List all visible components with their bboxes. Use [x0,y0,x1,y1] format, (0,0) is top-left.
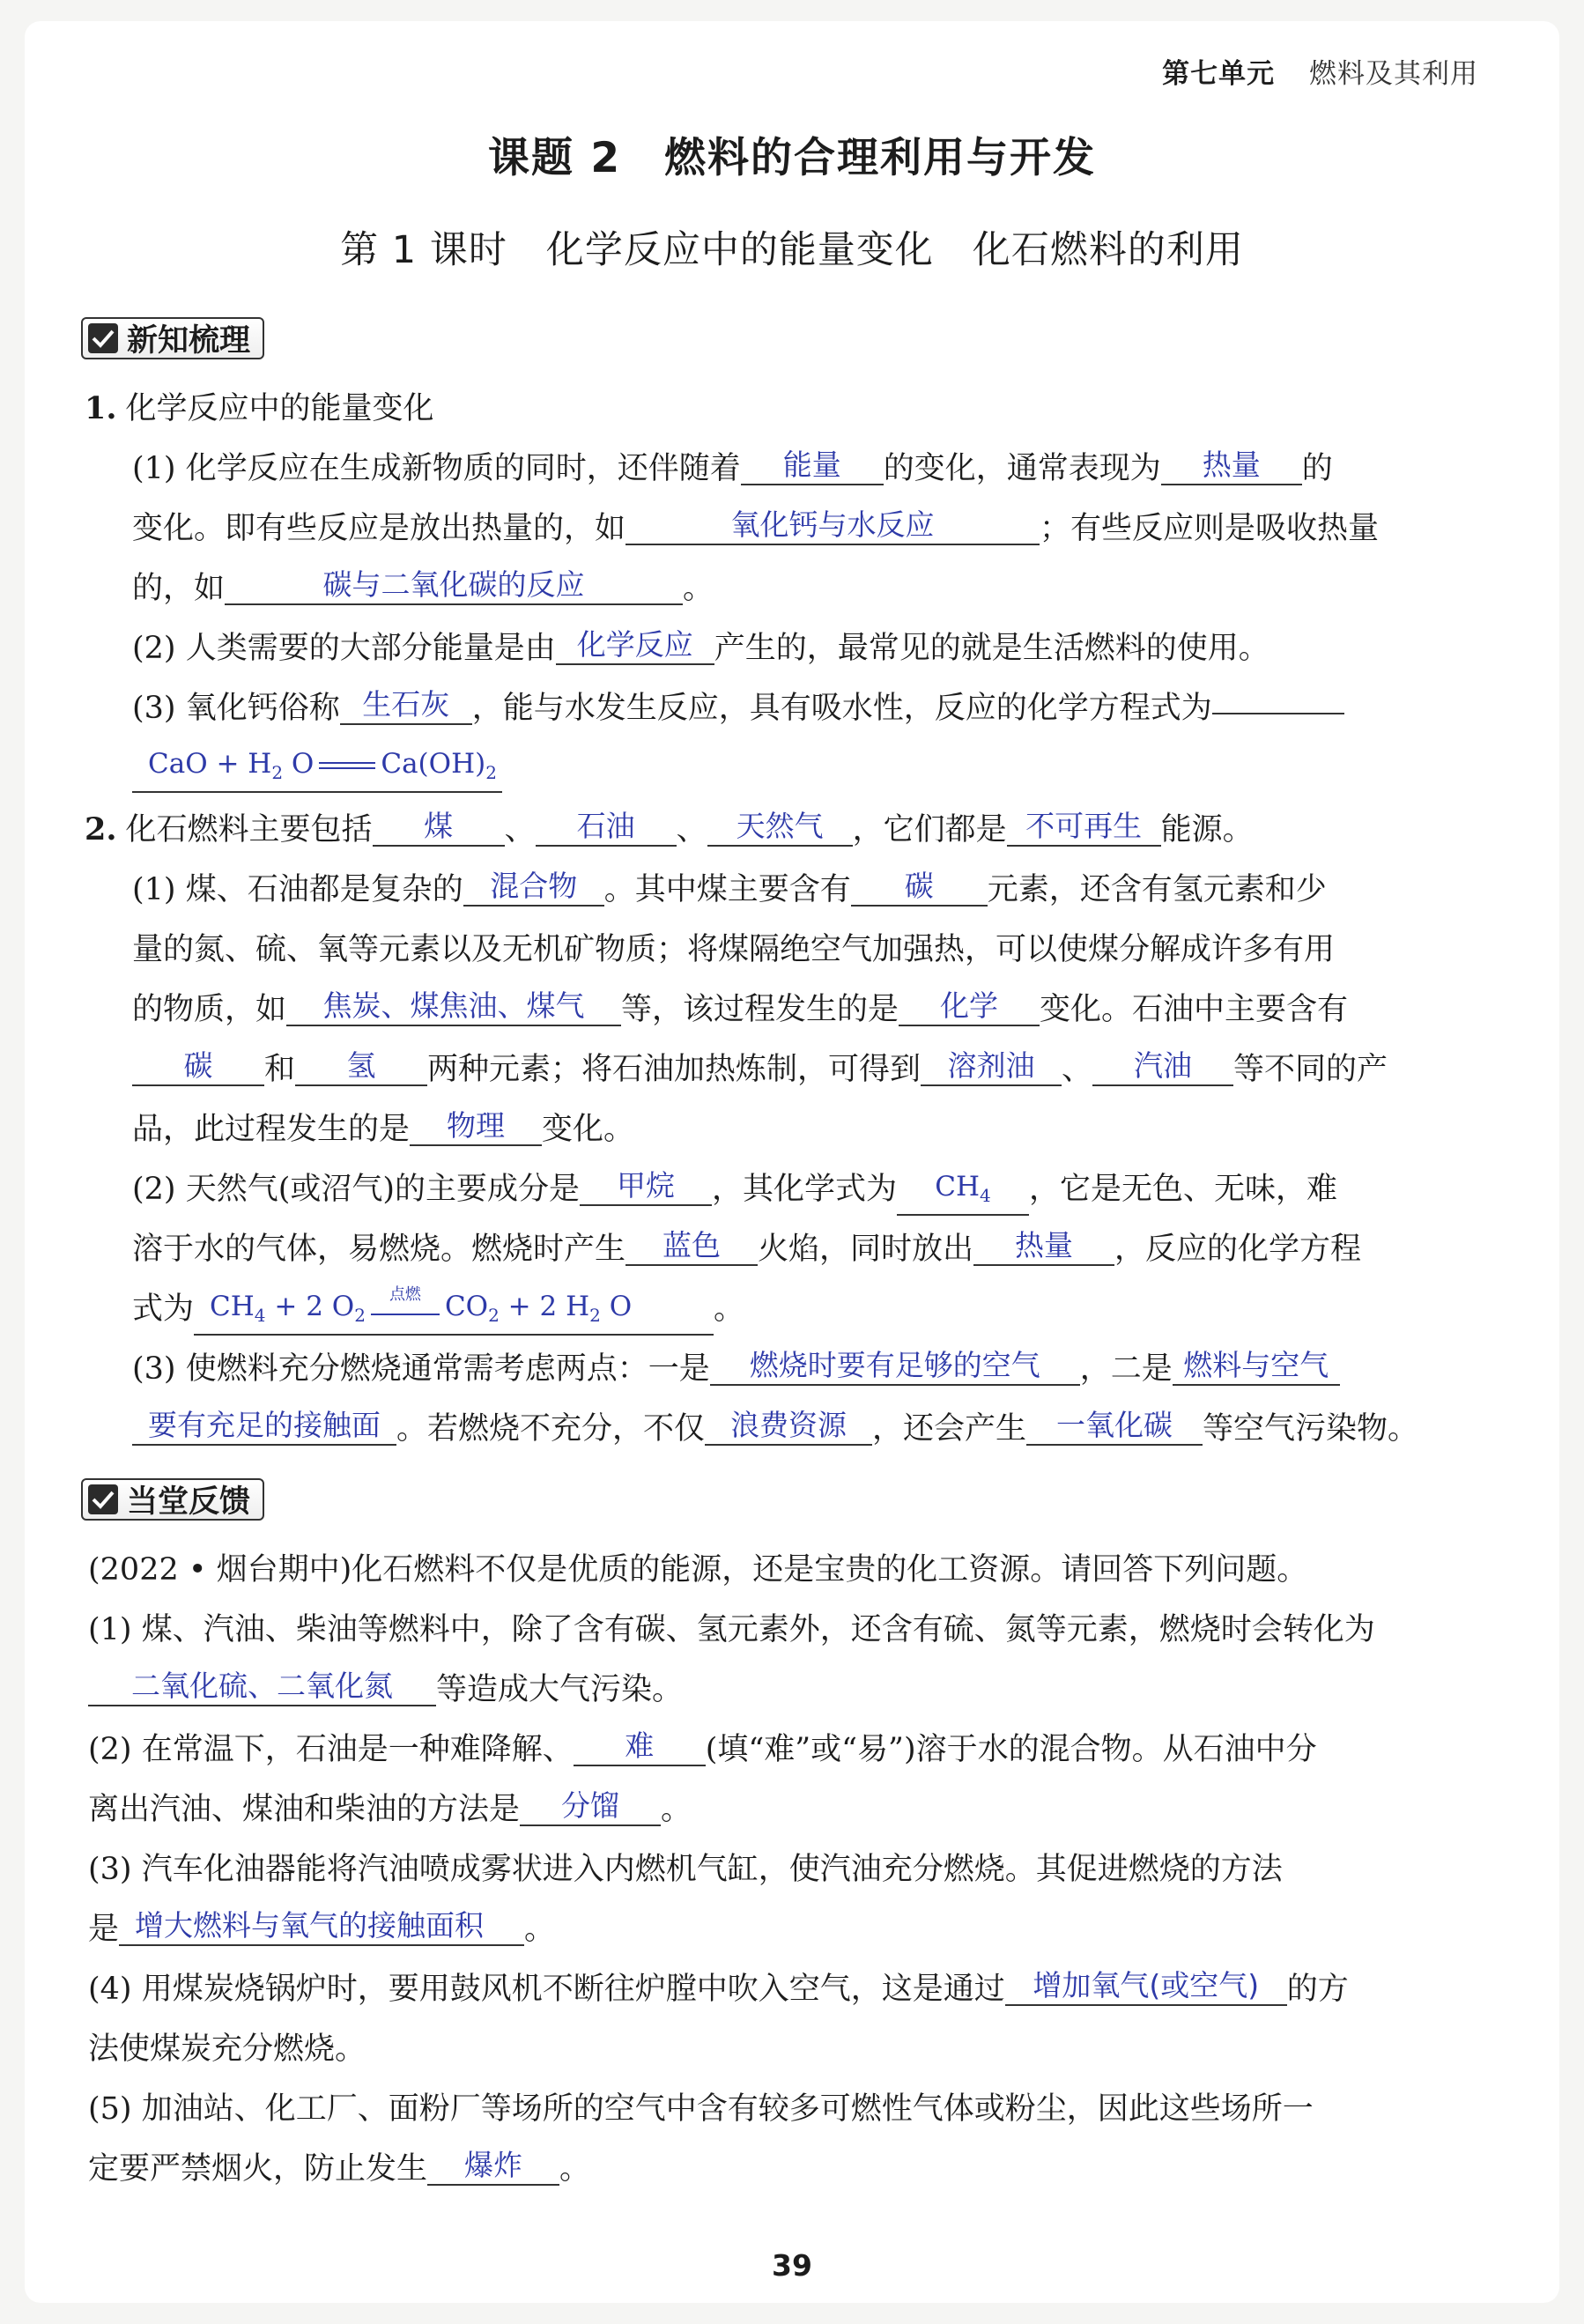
text: ，二是 [1079,1351,1173,1387]
eq-part: CH [935,1171,981,1203]
answer-blank: 热量 [1161,447,1302,485]
eq-part: CH [210,1291,255,1322]
equals-sign [319,762,375,769]
q1-line-3 [132,567,714,610]
q1-equation-line [132,745,502,796]
q2-line-8 [132,1228,1361,1270]
text: 的，如 [132,571,226,606]
text: 化石燃料主要包括 [125,812,373,847]
answer-formula [897,1168,1029,1216]
answer-blank: 难 [574,1728,706,1766]
question-text: 化学反应中的能量变化 [125,391,434,426]
text: 、 [504,812,536,847]
fb-intro: (2022 • 烟台期中)化石燃料不仅是优质的能源，还是宝贵的化工资源。请回答下列问题。 [88,1552,1308,1588]
text: ，它们都是 [852,812,1007,847]
q2-line-11 [132,1408,1418,1450]
answer-blank [1212,713,1344,714]
text: 的变化，通常表现为 [883,451,1161,486]
text: 等造成大气污染。 [436,1672,684,1707]
answer-equation: $CH_4 + 2$ $O_2$ 点燃 $CO_2 + 2$ $H_2$ O [194,1288,714,1336]
answer-blank: 燃料与空气 [1173,1347,1340,1386]
answer-blank: 二氧化硫、二氧化氮 [88,1668,436,1706]
text: 。 [524,1912,556,1947]
text: 定要严禁烟火，防止发生 [88,2151,428,2187]
q2-line-7 [132,1168,1337,1219]
condition-label: 点燃 [389,1285,421,1304]
eq-part: O [283,748,315,780]
text: ，还会产生 [872,1411,1027,1447]
text: 、 [676,812,707,847]
text: 的 [1301,451,1333,486]
section-label: 新知梳理 [127,323,251,359]
fb-line-5: (3) 汽车化油器能将汽油喷成雾状进入内燃机气缸，使汽油充分燃烧。其促进燃烧的方法 [88,1852,1283,1887]
eq-part: Ca(OH) [381,748,486,780]
answer-blank: 能量 [741,447,884,485]
answer-blank: 碳 [132,1047,264,1086]
q1-line-4 [132,627,1269,670]
checkbox-icon [88,323,118,353]
answer-blank: 氢 [295,1047,427,1086]
text: 离出汽油、煤油和柴油的方法是 [88,1792,521,1827]
text: (填“难”或“易”)溶于水的混合物。从石油中分 [705,1732,1317,1767]
fb-line-4 [88,1788,692,1831]
page-number: 39 [772,2248,812,2283]
section-tag-new-knowledge [81,317,264,359]
answer-blank: 氧化钙与水反应 [625,507,1040,545]
q1-line-1 [132,448,1333,490]
answer-blank: 汽油 [1092,1047,1233,1086]
answer-blank: 分馏 [520,1787,661,1826]
answer-blank: 一氧化碳 [1026,1407,1203,1446]
answer-blank: 增加氧气(或空气) [1005,1967,1287,2006]
answer-blank: 生石灰 [340,686,472,725]
answer-blank: 要有充足的接触面 [132,1407,396,1446]
answer-blank: 煤 [373,808,505,847]
q1-line-2 [132,507,1379,550]
q1-heading [85,388,434,430]
text: 。 [661,1792,692,1827]
q2-line-4 [132,988,1348,1031]
text: 变化。 [542,1112,635,1147]
answer-blank: 碳与二氧化碳的反应 [225,566,683,605]
text: (3) 氧化钙俗称 [132,691,340,726]
text: 。 [559,2151,591,2187]
section-label: 当堂反馈 [127,1484,251,1520]
q2-line-6 [132,1108,634,1151]
text: ；有些反应则是吸收热量 [1040,511,1380,546]
text: (2) 天然气(或沼气)的主要成分是 [132,1172,581,1207]
section-tag-feedback [81,1478,264,1521]
q2-line-2 [132,869,1327,911]
answer-blank: 化学反应 [556,626,714,665]
q1-line-5 [132,687,1344,729]
answer-blank: 物理 [410,1107,542,1146]
eq-part: CaO + H [148,748,272,780]
text: 变化。石油中主要含有 [1040,992,1349,1027]
running-header [1162,51,1478,91]
answer-blank: 溶剂油 [921,1047,1062,1086]
page-sheet [25,21,1559,2303]
text: (3) 使燃料充分燃烧通常需考虑两点：一是 [132,1351,710,1387]
text: 等空气污染物。 [1203,1411,1419,1447]
answer-blank: 碳 [851,868,988,907]
answer-blank: 增大燃料与氧气的接触面积 [119,1907,524,1946]
answer-equation [132,745,502,793]
text: 溶于水的气体，易燃烧。燃烧时产生 [132,1232,626,1267]
q2-line-3: 量的氮、硫、氧等元素以及无机矿物质；将煤隔绝空气加强热，可以使煤分解成许多有用 [132,932,1336,967]
fb-line-6 [88,1908,555,1950]
text: 。若燃烧不充分，不仅 [396,1411,706,1447]
text: 的物质，如 [132,992,287,1027]
answer-blank: 混合物 [463,868,604,907]
text: 等不同的产 [1233,1052,1388,1087]
text: 。其中煤主要含有 [603,872,851,907]
text: (2) 在常温下，石油是一种难降解、 [88,1732,574,1767]
topic-label: 燃料及其利用 [1309,58,1478,90]
eq-sub: 4 [254,1305,266,1327]
condition-arrow [371,1285,440,1315]
answer-blank: 天然气 [707,808,853,847]
question-number: 1. [85,390,117,426]
eq-part: CO [444,1291,489,1322]
fb-line-7 [88,1968,1349,2010]
fb-line-3 [88,1728,1317,1771]
fb-line-10 [88,2148,590,2190]
text: 。 [683,571,714,606]
text: 火焰，同时放出 [758,1232,974,1267]
q2-line-5 [132,1048,1388,1091]
checkbox-icon [88,1484,118,1514]
text: (2) 人类需要的大部分能量是由 [132,631,556,666]
answer-blank: 热量 [973,1227,1114,1266]
text: ，其化学式为 [712,1172,898,1207]
answer-blank: 石油 [536,808,677,847]
q2-line-9 [132,1285,745,1339]
text: 。 [714,1292,745,1327]
text: 的方 [1286,1972,1349,2007]
fb-line-9: (5) 加油站、化工厂、面粉厂等场所的空气中含有较多可燃性气体或粉尘，因此这些场所一 [88,2091,1314,2127]
fb-line-1: (1) 煤、汽油、柴油等燃料中，除了含有碳、氢元素外，还含有硫、氮等元素，燃烧时会转化为 [88,1612,1375,1647]
text: ，反应的化学方程 [1114,1232,1362,1267]
text: 、 [1062,1052,1093,1087]
question-number: 2. [85,811,117,847]
lesson-subtitle: 第 1 课时 化学反应中的能量变化 化石燃料的利用 [340,228,1244,272]
eq-sub: 2 [354,1305,366,1327]
text: 和 [264,1052,296,1087]
q2-line-10 [132,1348,1340,1390]
answer-blank: 化学 [899,988,1040,1026]
eq-sub: 2 [589,1305,601,1327]
eq-sub: 4 [980,1185,991,1207]
eq-sub: 2 [485,762,497,784]
answer-blank: 爆炸 [427,2147,559,2186]
text: (4) 用煤炭烧锅炉时，要用鼓风机不断往炉膛中吹入空气，这是通过 [88,1972,1005,2007]
unit-label: 第七单元 [1162,58,1276,90]
text: 变化。即有些反应是放出热量的，如 [132,511,626,546]
eq-sub: 2 [488,1305,500,1327]
text: 两种元素；将石油加热炼制，可得到 [427,1052,922,1087]
text: 式为 [132,1292,195,1327]
eq-sub: 2 [271,762,284,784]
text: ，它是无色、无味，难 [1029,1172,1338,1207]
text: 是 [88,1912,120,1947]
text: 品，此过程发生的是 [132,1112,411,1147]
answer-blank: 蓝色 [625,1227,758,1266]
answer-blank: 甲烷 [580,1167,712,1206]
fb-line-8: 法使煤炭充分燃烧。 [88,2032,366,2067]
text: 能源。 [1160,812,1254,847]
fb-line-2 [88,1669,683,1711]
answer-blank: 浪费资源 [705,1407,872,1446]
answer-blank: 燃烧时要有足够的空气 [710,1347,1080,1386]
text: (1) 化学反应在生成新物质的同时，还伴随着 [132,451,741,486]
text: 产生的，最常见的就是生活燃料的使用。 [714,631,1269,666]
q2-line-1 [85,809,1254,851]
text: 等，该过程发生的是 [621,992,899,1027]
lesson-title: 课题 2 燃料的合理利用与开发 [487,134,1097,182]
answer-blank: 不可再生 [1007,808,1161,847]
text: (1) 煤、石油都是复杂的 [132,872,463,907]
text: ，能与水发生反应，具有吸水性，反应的化学方程式为 [471,691,1212,726]
answer-blank: 焦炭、煤焦油、煤气 [286,988,621,1026]
text: 元素，还含有氢元素和少 [987,872,1327,907]
